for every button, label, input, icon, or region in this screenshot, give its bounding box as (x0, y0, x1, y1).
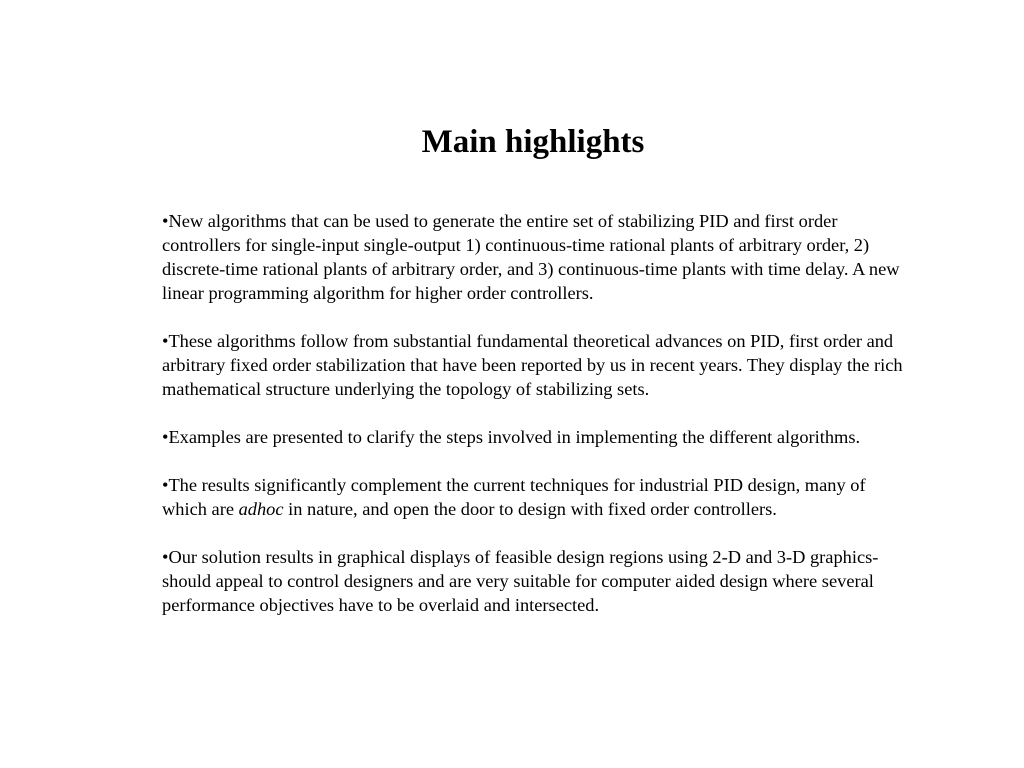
bullet-paragraph: •These algorithms follow from substantial fundamental theoretical advances on PID, first order and arbitrary fixed order stabilization that have been reported by us in recent years. They display the rich mathematical structure underlying the topology of stabilizing sets. (162, 331, 903, 399)
slide-title: Main highlights (421, 124, 645, 160)
bullet-text: •The results significantly complement the current techniques for industrial PID design, many of which are (162, 475, 866, 519)
bullet-paragraph: •Our solution results in graphical displays of feasible design regions using 2-D and 3-D graphics-should appeal to control designers and are very suitable for computer aided design where several performance objectives have to be overlaid and intersected. (162, 547, 879, 615)
bullet-paragraph: •New algorithms that can be used to generate the entire set of stabilizing PID and first order controllers for single-input single-output 1) continuous-time rational plants of arbitrary order, 2) discrete-time rational plants of arbitrary order, and 3) continuous-time plants with time delay. A new linear programming algorithm for higher order controllers. (162, 211, 900, 303)
bullet-paragraph: •Examples are presented to clarify the steps involved in implementing the different algorithms. (162, 427, 861, 447)
bullet-paragraph (162, 473, 910, 521)
bullet-text: in nature, and open the door to design with fixed order controllers. (283, 499, 777, 519)
bullet-italic-term: adhoc (238, 499, 284, 519)
slide-body (162, 209, 910, 641)
